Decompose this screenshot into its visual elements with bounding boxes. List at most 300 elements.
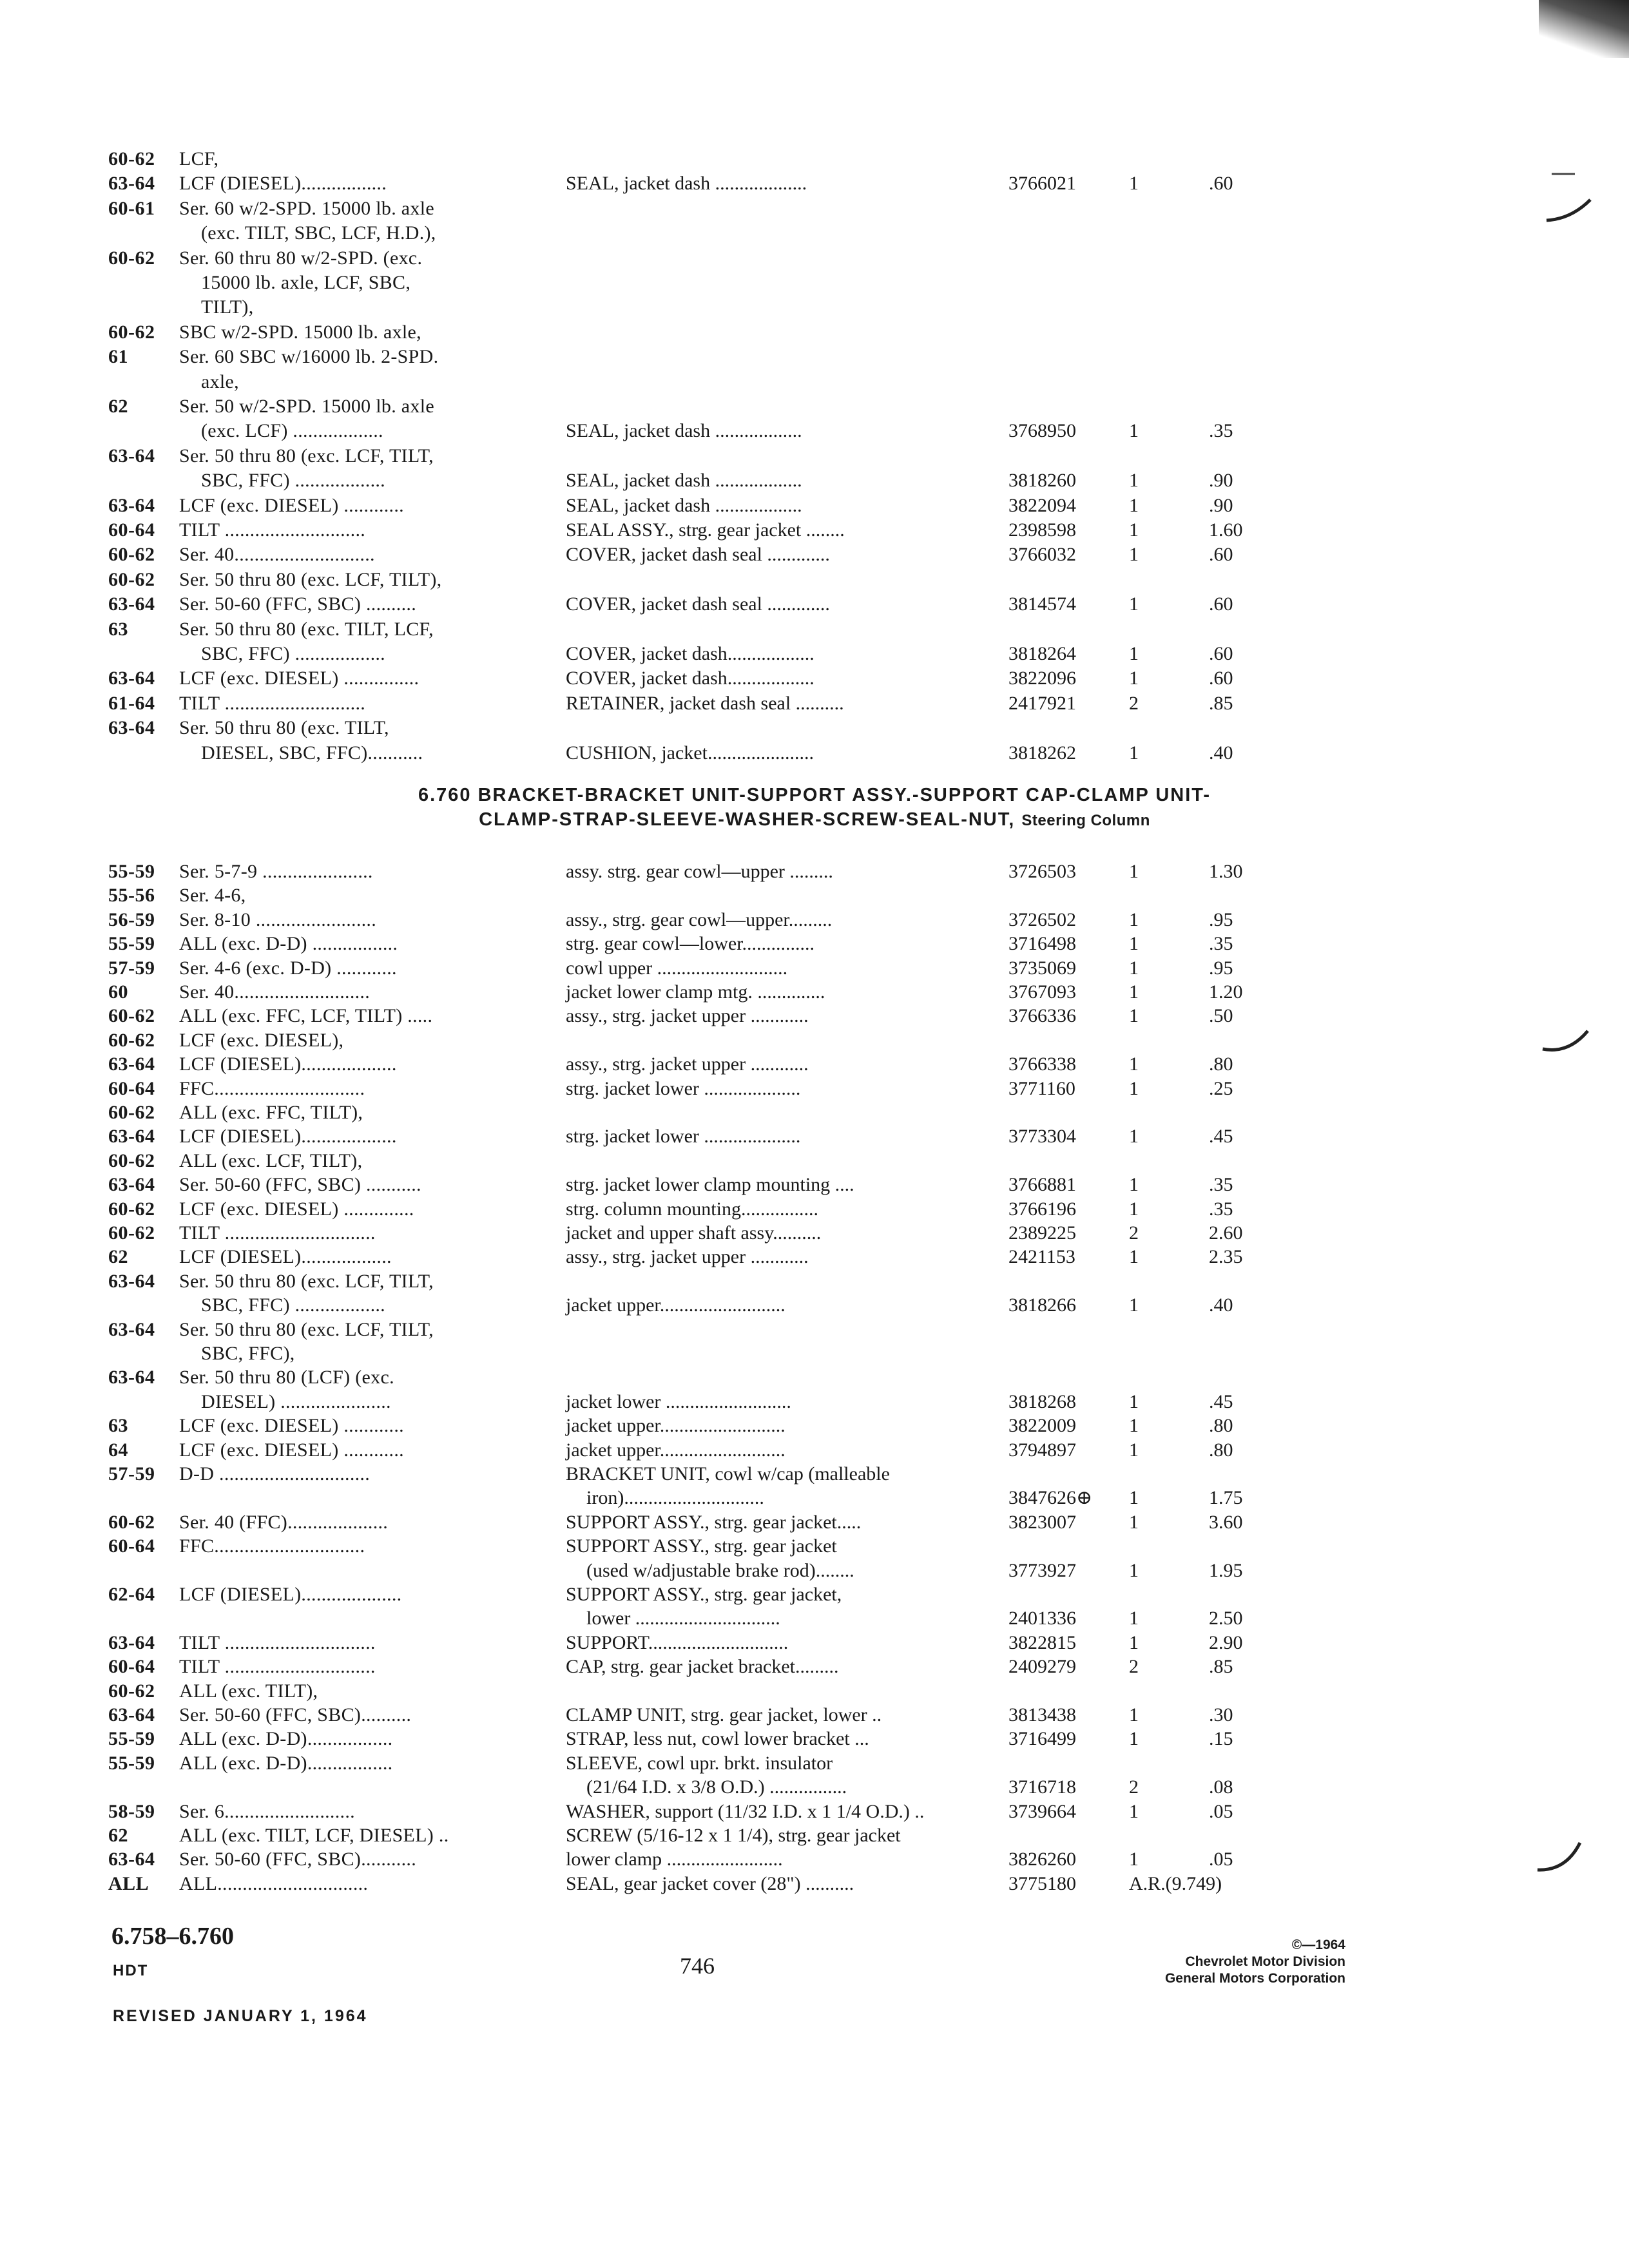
description-cell: assy. strg. gear cowl—upper ......... (566, 861, 833, 882)
table-row (0, 1076, 1629, 1102)
table-row (0, 1630, 1629, 1656)
description-cell: SUPPORT............................. (566, 1632, 789, 1653)
model-cell: Ser. 50 thru 80 (exc. TILT, (179, 717, 389, 738)
table-row (0, 1558, 1629, 1584)
model-cell: Ser. 50-60 (FFC, SBC) .......... (179, 593, 416, 615)
price-cell: 1.30 (1209, 861, 1243, 882)
table-row (0, 666, 1629, 691)
price-cell: .45 (1209, 1391, 1233, 1412)
part-number-cell: 3771160 (1008, 1078, 1075, 1099)
table-row (0, 979, 1629, 1005)
table-row (0, 1389, 1629, 1415)
price-cell: .90 (1209, 470, 1233, 491)
model-cell: SBC, FFC), (201, 1343, 295, 1364)
quantity-cell: 1 (1129, 519, 1139, 541)
table-row (0, 1052, 1629, 1077)
model-cell: TILT), (201, 296, 254, 318)
quantity-cell: 2 (1129, 1776, 1139, 1798)
model-cell: LCF, (179, 148, 219, 169)
year-cell: 56-59 (108, 909, 155, 930)
table-row (0, 468, 1629, 494)
description-cell: COVER, jacket dash seal ............. (566, 544, 830, 565)
quantity-cell: 2 (1129, 1222, 1139, 1244)
model-cell: Ser. 4-6 (exc. D-D) ............ (179, 957, 397, 979)
model-cell: (exc. TILT, SBC, LCF, H.D.), (201, 222, 436, 244)
table-row (0, 542, 1629, 568)
table-row (0, 146, 1629, 172)
table-row (0, 1847, 1629, 1872)
price-cell: .35 (1209, 420, 1233, 441)
year-cell: 63 (108, 619, 128, 640)
description-cell: SEAL, jacket dash ................... (566, 173, 807, 194)
description-cell: STRAP, less nut, cowl lower bracket ... (566, 1728, 869, 1749)
part-number-cell: 3826260 (1008, 1849, 1076, 1870)
description-cell: COVER, jacket dash.................. (566, 668, 815, 689)
part-number-cell: 3818262 (1008, 742, 1076, 764)
part-number-cell: 3766881 (1008, 1174, 1076, 1195)
price-cell: 2.35 (1209, 1246, 1243, 1267)
quantity-cell: 1 (1129, 981, 1139, 1003)
table-row (0, 1244, 1629, 1270)
description-cell: SUPPORT ASSY., strg. gear jacket, (566, 1584, 842, 1605)
price-cell: .30 (1209, 1704, 1233, 1725)
price-cell: 1.20 (1209, 981, 1243, 1003)
model-cell: ALL (exc. D-D)................. (179, 1728, 393, 1749)
year-cell: 60 (108, 981, 128, 1003)
year-cell: 57-59 (108, 1463, 155, 1485)
model-cell: Ser. 50 thru 80 (exc. LCF, TILT, (179, 445, 434, 466)
year-cell: 55-59 (108, 1728, 155, 1749)
year-cell: 62-64 (108, 1584, 155, 1605)
description-cell: CAP, strg. gear jacket bracket......... (566, 1656, 839, 1677)
corporation-name: General Motors Corporation (1164, 1971, 1345, 1986)
part-number-cell: 3773927 (1008, 1560, 1076, 1581)
description-cell: SEAL, jacket dash .................. (566, 470, 802, 491)
table-row (0, 1751, 1629, 1776)
model-cell: DIESEL) ...................... (201, 1391, 391, 1412)
table-row (0, 1365, 1629, 1390)
table-row (0, 171, 1629, 197)
year-cell: 60-62 (108, 1005, 155, 1026)
year-cell: 63-64 (108, 1319, 155, 1340)
model-cell: Ser. 5-7-9 ...................... (179, 861, 373, 882)
model-cell: Ser. 60 thru 80 w/2-SPD. (exc. (179, 247, 423, 269)
quantity-cell: 1 (1129, 1560, 1139, 1581)
table-row (0, 1220, 1629, 1246)
year-cell: 63-64 (108, 668, 155, 689)
description-cell: SEAL, jacket dash .................. (566, 495, 802, 516)
table-row (0, 1702, 1629, 1728)
table-row (0, 493, 1629, 519)
description-cell: jacket lower .......................... (566, 1391, 791, 1412)
description-cell: RETAINER, jacket dash seal .......... (566, 693, 844, 714)
table-row (0, 1654, 1629, 1680)
model-cell: ALL (exc. FFC, LCF, TILT) ..... (179, 1005, 433, 1026)
year-cell: 60-62 (108, 544, 155, 565)
description-cell: SUPPORT ASSY., strg. gear jacket (566, 1535, 837, 1557)
year-cell: 60-64 (108, 1656, 155, 1677)
price-cell: .85 (1209, 1656, 1233, 1677)
price-cell: .40 (1209, 742, 1233, 764)
part-number-cell: 3767093 (1008, 981, 1076, 1003)
year-cell: 60-62 (108, 1198, 155, 1220)
description-cell: strg. jacket lower .................... (566, 1078, 801, 1099)
price-cell: .80 (1209, 1053, 1233, 1075)
quantity-cell: 1 (1129, 1391, 1139, 1412)
description-cell: strg. gear cowl—lower............... (566, 933, 815, 954)
table-row (0, 443, 1629, 469)
model-cell: LCF (exc. DIESEL) ............... (179, 668, 419, 689)
model-cell: Ser. 50 thru 80 (exc. LCF, TILT, (179, 1319, 434, 1340)
model-cell: Ser. 50 thru 80 (exc. TILT, LCF, (179, 619, 434, 640)
year-cell: 58-59 (108, 1801, 155, 1822)
model-cell: TILT .............................. (179, 1632, 376, 1653)
description-cell: CUSHION, jacket...................... (566, 742, 814, 764)
price-cell: 1.60 (1209, 519, 1243, 541)
quantity-cell: A.R.(9.749) (1129, 1873, 1222, 1894)
year-cell: 63-64 (108, 593, 155, 615)
description-cell: strg. column mounting................ (566, 1198, 818, 1220)
model-cell: (exc. LCF) .................. (201, 420, 383, 441)
table-row (0, 1413, 1629, 1439)
description-cell: jacket lower clamp mtg. .............. (566, 981, 825, 1003)
model-cell: TILT ............................ (179, 519, 366, 541)
table-row (0, 294, 1629, 320)
part-number-cell: 2401336 (1008, 1608, 1076, 1629)
table-row (0, 1606, 1629, 1631)
year-cell: 64 (108, 1439, 128, 1461)
quantity-cell: 1 (1129, 1005, 1139, 1026)
section-heading (0, 783, 1629, 833)
price-cell: .60 (1209, 544, 1233, 565)
price-cell: 1.95 (1209, 1560, 1243, 1581)
table-row (0, 344, 1629, 370)
price-cell: .05 (1209, 1801, 1233, 1822)
year-cell: 57-59 (108, 957, 155, 979)
quantity-cell: 1 (1129, 1439, 1139, 1461)
quantity-cell: 1 (1129, 1849, 1139, 1870)
quantity-cell: 1 (1129, 1053, 1139, 1075)
description-cell: jacket upper.......................... (566, 1294, 786, 1316)
model-cell: FFC.............................. (179, 1535, 365, 1557)
part-number-cell: 3766196 (1008, 1198, 1076, 1220)
model-cell: LCF (DIESEL)................... (179, 1053, 397, 1075)
division-name: Chevrolet Motor Division (1185, 1954, 1345, 1969)
year-cell: 63-64 (108, 495, 155, 516)
table-row (0, 691, 1629, 716)
year-cell: 63-64 (108, 173, 155, 194)
model-cell: Ser. 8-10 ........................ (179, 909, 377, 930)
description-cell: WASHER, support (11/32 I.D. x 1 1/4 O.D.) .. (566, 1801, 925, 1822)
model-cell: LCF (exc. DIESEL) ............ (179, 495, 404, 516)
quantity-cell: 1 (1129, 173, 1139, 194)
part-number-cell: 3818266 (1008, 1294, 1076, 1316)
part-number-cell: 3716718 (1008, 1776, 1076, 1798)
part-number-cell: 3766021 (1008, 173, 1076, 194)
section-heading-line2: CLAMP-STRAP-SLEEVE-WASHER-SCREW-SEAL-NUT, Steering Column (479, 809, 1150, 830)
model-cell: ALL (exc. D-D) ................. (179, 933, 398, 954)
price-cell: 2.90 (1209, 1632, 1243, 1653)
model-cell: SBC, FFC) .................. (201, 1294, 385, 1316)
part-number-cell: 3716498 (1008, 933, 1076, 954)
table-row (0, 517, 1629, 543)
year-cell: 55-59 (108, 933, 155, 954)
quantity-cell: 2 (1129, 1656, 1139, 1677)
part-number-cell: 3766338 (1008, 1053, 1076, 1075)
quantity-cell: 1 (1129, 643, 1139, 664)
year-cell: 63-64 (108, 717, 155, 738)
description-cell: SEAL, jacket dash .................. (566, 420, 802, 441)
table-row (0, 245, 1629, 271)
table-row (0, 956, 1629, 981)
model-cell: TILT .............................. (179, 1656, 376, 1677)
price-cell: .40 (1209, 1294, 1233, 1316)
table-row (0, 1003, 1629, 1029)
model-cell: ALL (exc. LCF, TILT), (179, 1150, 363, 1171)
table-row (0, 931, 1629, 957)
part-number-cell: 2398598 (1008, 519, 1076, 541)
year-cell: 60-62 (108, 1102, 155, 1123)
part-number-cell: 3818260 (1008, 470, 1076, 491)
table-row (0, 320, 1629, 345)
year-cell: 63-64 (108, 1271, 155, 1292)
description-cell: SUPPORT ASSY., strg. gear jacket..... (566, 1512, 862, 1533)
price-cell: .60 (1209, 173, 1233, 194)
year-cell: 60-61 (108, 198, 155, 219)
copyright: ©—1964 (1291, 1937, 1345, 1952)
table-row (0, 859, 1629, 885)
description-cell: lower clamp ........................ (566, 1849, 783, 1870)
year-cell: 60-62 (108, 1512, 155, 1533)
year-cell: 62 (108, 396, 128, 417)
description-cell: assy., strg. jacket upper ............ (566, 1005, 809, 1026)
model-cell: Ser. 4-6, (179, 885, 246, 906)
table-row (0, 394, 1629, 419)
quantity-cell: 1 (1129, 1126, 1139, 1147)
model-cell: LCF (exc. DIESEL) .............. (179, 1198, 414, 1220)
year-cell: 63-64 (108, 1367, 155, 1388)
quantity-cell: 1 (1129, 420, 1139, 441)
model-cell: ALL (exc. TILT, LCF, DIESEL) .. (179, 1825, 449, 1846)
model-cell: DIESEL, SBC, FFC)........... (201, 742, 423, 764)
model-cell: LCF (DIESEL)................. (179, 173, 387, 194)
table-row (0, 1678, 1629, 1704)
model-cell: TILT ............................ (179, 693, 366, 714)
quantity-cell: 1 (1129, 1415, 1139, 1436)
model-cell: LCF (DIESEL)................... (179, 1126, 397, 1147)
description-cell: jacket upper.......................... (566, 1415, 786, 1436)
table-row (0, 591, 1629, 617)
quantity-cell: 1 (1129, 1801, 1139, 1822)
model-cell: axle, (201, 371, 239, 392)
description-cell: COVER, jacket dash seal ............. (566, 593, 830, 615)
year-cell: 60-62 (108, 1030, 155, 1051)
model-cell: Ser. 6.......................... (179, 1801, 355, 1822)
price-cell: .80 (1209, 1439, 1233, 1461)
part-number-cell: 3716499 (1008, 1728, 1076, 1749)
table-row (0, 418, 1629, 444)
table-row (0, 715, 1629, 741)
quantity-cell: 1 (1129, 861, 1139, 882)
table-row (0, 369, 1629, 395)
description-cell: CLAMP UNIT, strg. gear jacket, lower .. (566, 1704, 882, 1725)
model-cell: LCF (exc. DIESEL) ............ (179, 1439, 404, 1461)
table-row (0, 1437, 1629, 1463)
year-cell: 63-64 (108, 1704, 155, 1725)
model-cell: Ser. 50-60 (FFC, SBC)........... (179, 1849, 416, 1870)
model-cell: LCF (exc. DIESEL) ............ (179, 1415, 404, 1436)
part-number-cell: 3768950 (1008, 420, 1076, 441)
price-cell: .35 (1209, 1174, 1233, 1195)
table-row (0, 1341, 1629, 1367)
table-row (0, 1028, 1629, 1053)
description-cell: SEAL, gear jacket cover (28") .......... (566, 1873, 854, 1894)
model-cell: LCF (exc. DIESEL), (179, 1030, 344, 1051)
table-row (0, 1485, 1629, 1511)
description-cell: (used w/adjustable brake rod)........ (586, 1560, 854, 1581)
part-number-cell: 2421153 (1008, 1246, 1075, 1267)
quantity-cell: 1 (1129, 742, 1139, 764)
description-cell: assy., strg. gear cowl—upper......... (566, 909, 833, 930)
part-number-cell: 3773304 (1008, 1126, 1076, 1147)
quantity-cell: 1 (1129, 1487, 1139, 1508)
price-cell: .25 (1209, 1078, 1233, 1099)
year-cell: 63-64 (108, 1126, 155, 1147)
description-cell: jacket and upper shaft assy.......... (566, 1222, 822, 1244)
model-cell: 15000 lb. axle, LCF, SBC, (201, 272, 411, 293)
quantity-cell: 1 (1129, 1078, 1139, 1099)
table-row (0, 567, 1629, 593)
description-cell: strg. jacket lower clamp mounting .... (566, 1174, 854, 1195)
page-number: 746 (680, 1953, 715, 1979)
quantity-cell: 1 (1129, 957, 1139, 979)
model-cell: LCF (DIESEL).................... (179, 1584, 402, 1605)
part-number-cell: 3739664 (1008, 1801, 1076, 1822)
model-cell: D-D .............................. (179, 1463, 371, 1485)
year-cell: 60-62 (108, 148, 155, 169)
description-cell: jacket upper.......................... (566, 1439, 786, 1461)
year-cell: 63-64 (108, 1849, 155, 1870)
part-number-cell: 3822096 (1008, 668, 1076, 689)
price-cell: .08 (1209, 1776, 1233, 1798)
part-number-cell: 3822815 (1008, 1632, 1076, 1653)
price-cell: .60 (1209, 643, 1233, 664)
part-number-cell: 3775180 (1008, 1873, 1076, 1894)
description-cell: iron)............................. (586, 1487, 764, 1508)
table-row (0, 907, 1629, 933)
year-cell: 61 (108, 346, 128, 367)
model-cell: FFC.............................. (179, 1078, 365, 1099)
table-row (0, 1510, 1629, 1535)
year-cell: 55-59 (108, 1753, 155, 1774)
year-cell: 62 (108, 1825, 128, 1846)
model-cell: ALL (exc. D-D)................. (179, 1753, 393, 1774)
description-cell: SEAL ASSY., strg. gear jacket ........ (566, 519, 845, 541)
year-cell: 60-62 (108, 247, 155, 269)
year-cell: 63 (108, 1415, 128, 1436)
table-row (0, 1871, 1629, 1897)
year-cell: 60-62 (108, 1680, 155, 1702)
table-row (0, 1726, 1629, 1752)
price-cell: 2.60 (1209, 1222, 1243, 1244)
model-cell: TILT .............................. (179, 1222, 376, 1244)
part-number-cell: 3814574 (1008, 593, 1076, 615)
part-number-cell: 3726502 (1008, 909, 1076, 930)
table-row (0, 1774, 1629, 1800)
year-cell: 63-64 (108, 1174, 155, 1195)
quantity-cell: 1 (1129, 1608, 1139, 1629)
part-number-cell: 3735069 (1008, 957, 1076, 979)
model-cell: Ser. 40........................... (179, 981, 371, 1003)
table-row (0, 1823, 1629, 1849)
table-row (0, 1124, 1629, 1149)
description-cell: strg. jacket lower .................... (566, 1126, 801, 1147)
table-row (0, 220, 1629, 246)
model-cell: Ser. 50-60 (FFC, SBC) ........... (179, 1174, 421, 1195)
quantity-cell: 2 (1129, 693, 1139, 714)
part-number-cell: 3823007 (1008, 1512, 1076, 1533)
quantity-cell: 1 (1129, 1704, 1139, 1725)
table-row (0, 617, 1629, 642)
year-cell: ALL (108, 1873, 149, 1894)
price-cell: .45 (1209, 1126, 1233, 1147)
model-cell: Ser. 50 thru 80 (LCF) (exc. (179, 1367, 394, 1388)
model-cell: LCF (DIESEL).................. (179, 1246, 392, 1267)
part-number-cell: 2417921 (1008, 693, 1076, 714)
table-row (0, 1196, 1629, 1222)
model-cell: Ser. 50 thru 80 (exc. LCF, TILT), (179, 569, 442, 590)
description-cell: COVER, jacket dash.................. (566, 643, 815, 664)
model-cell: Ser. 50 thru 80 (exc. LCF, TILT, (179, 1271, 434, 1292)
price-cell: .35 (1209, 1198, 1233, 1220)
model-cell: Ser. 60 SBC w/16000 lb. 2-SPD. (179, 346, 439, 367)
year-cell: 60-64 (108, 519, 155, 541)
year-cell: 55-59 (108, 861, 155, 882)
table-row (0, 1317, 1629, 1343)
price-cell: .85 (1209, 693, 1233, 714)
table-row (0, 1582, 1629, 1608)
year-cell: 55-56 (108, 885, 155, 906)
table-row (0, 883, 1629, 908)
quantity-cell: 1 (1129, 470, 1139, 491)
table-row (0, 1461, 1629, 1487)
model-cell: Ser. 50 w/2-SPD. 15000 lb. axle (179, 396, 434, 417)
table-row (0, 1148, 1629, 1174)
publisher-block (1165, 1937, 1345, 1987)
price-cell: .05 (1209, 1849, 1233, 1870)
year-cell: 62 (108, 1246, 128, 1267)
part-number-cell: 3822094 (1008, 495, 1076, 516)
price-cell: .95 (1209, 957, 1233, 979)
table-row (0, 1172, 1629, 1198)
quantity-cell: 1 (1129, 495, 1139, 516)
price-cell: 3.60 (1209, 1512, 1243, 1533)
quantity-cell: 1 (1129, 1174, 1139, 1195)
quantity-cell: 1 (1129, 1512, 1139, 1533)
quantity-cell: 1 (1129, 1632, 1139, 1653)
part-number-cell: 3822009 (1008, 1415, 1076, 1436)
description-cell: SCREW (5/16-12 x 1 1/4), strg. gear jacket (566, 1825, 901, 1846)
quantity-cell: 1 (1129, 593, 1139, 615)
year-cell: 60-62 (108, 322, 155, 343)
description-cell: SLEEVE, cowl upr. brkt. insulator (566, 1753, 833, 1774)
model-cell: ALL.............................. (179, 1873, 369, 1894)
part-number-cell: 3813438 (1008, 1704, 1076, 1725)
year-cell: 60-64 (108, 1078, 155, 1099)
quantity-cell: 1 (1129, 1198, 1139, 1220)
scan-edge-shadow (1539, 0, 1629, 58)
table-row (0, 1799, 1629, 1825)
